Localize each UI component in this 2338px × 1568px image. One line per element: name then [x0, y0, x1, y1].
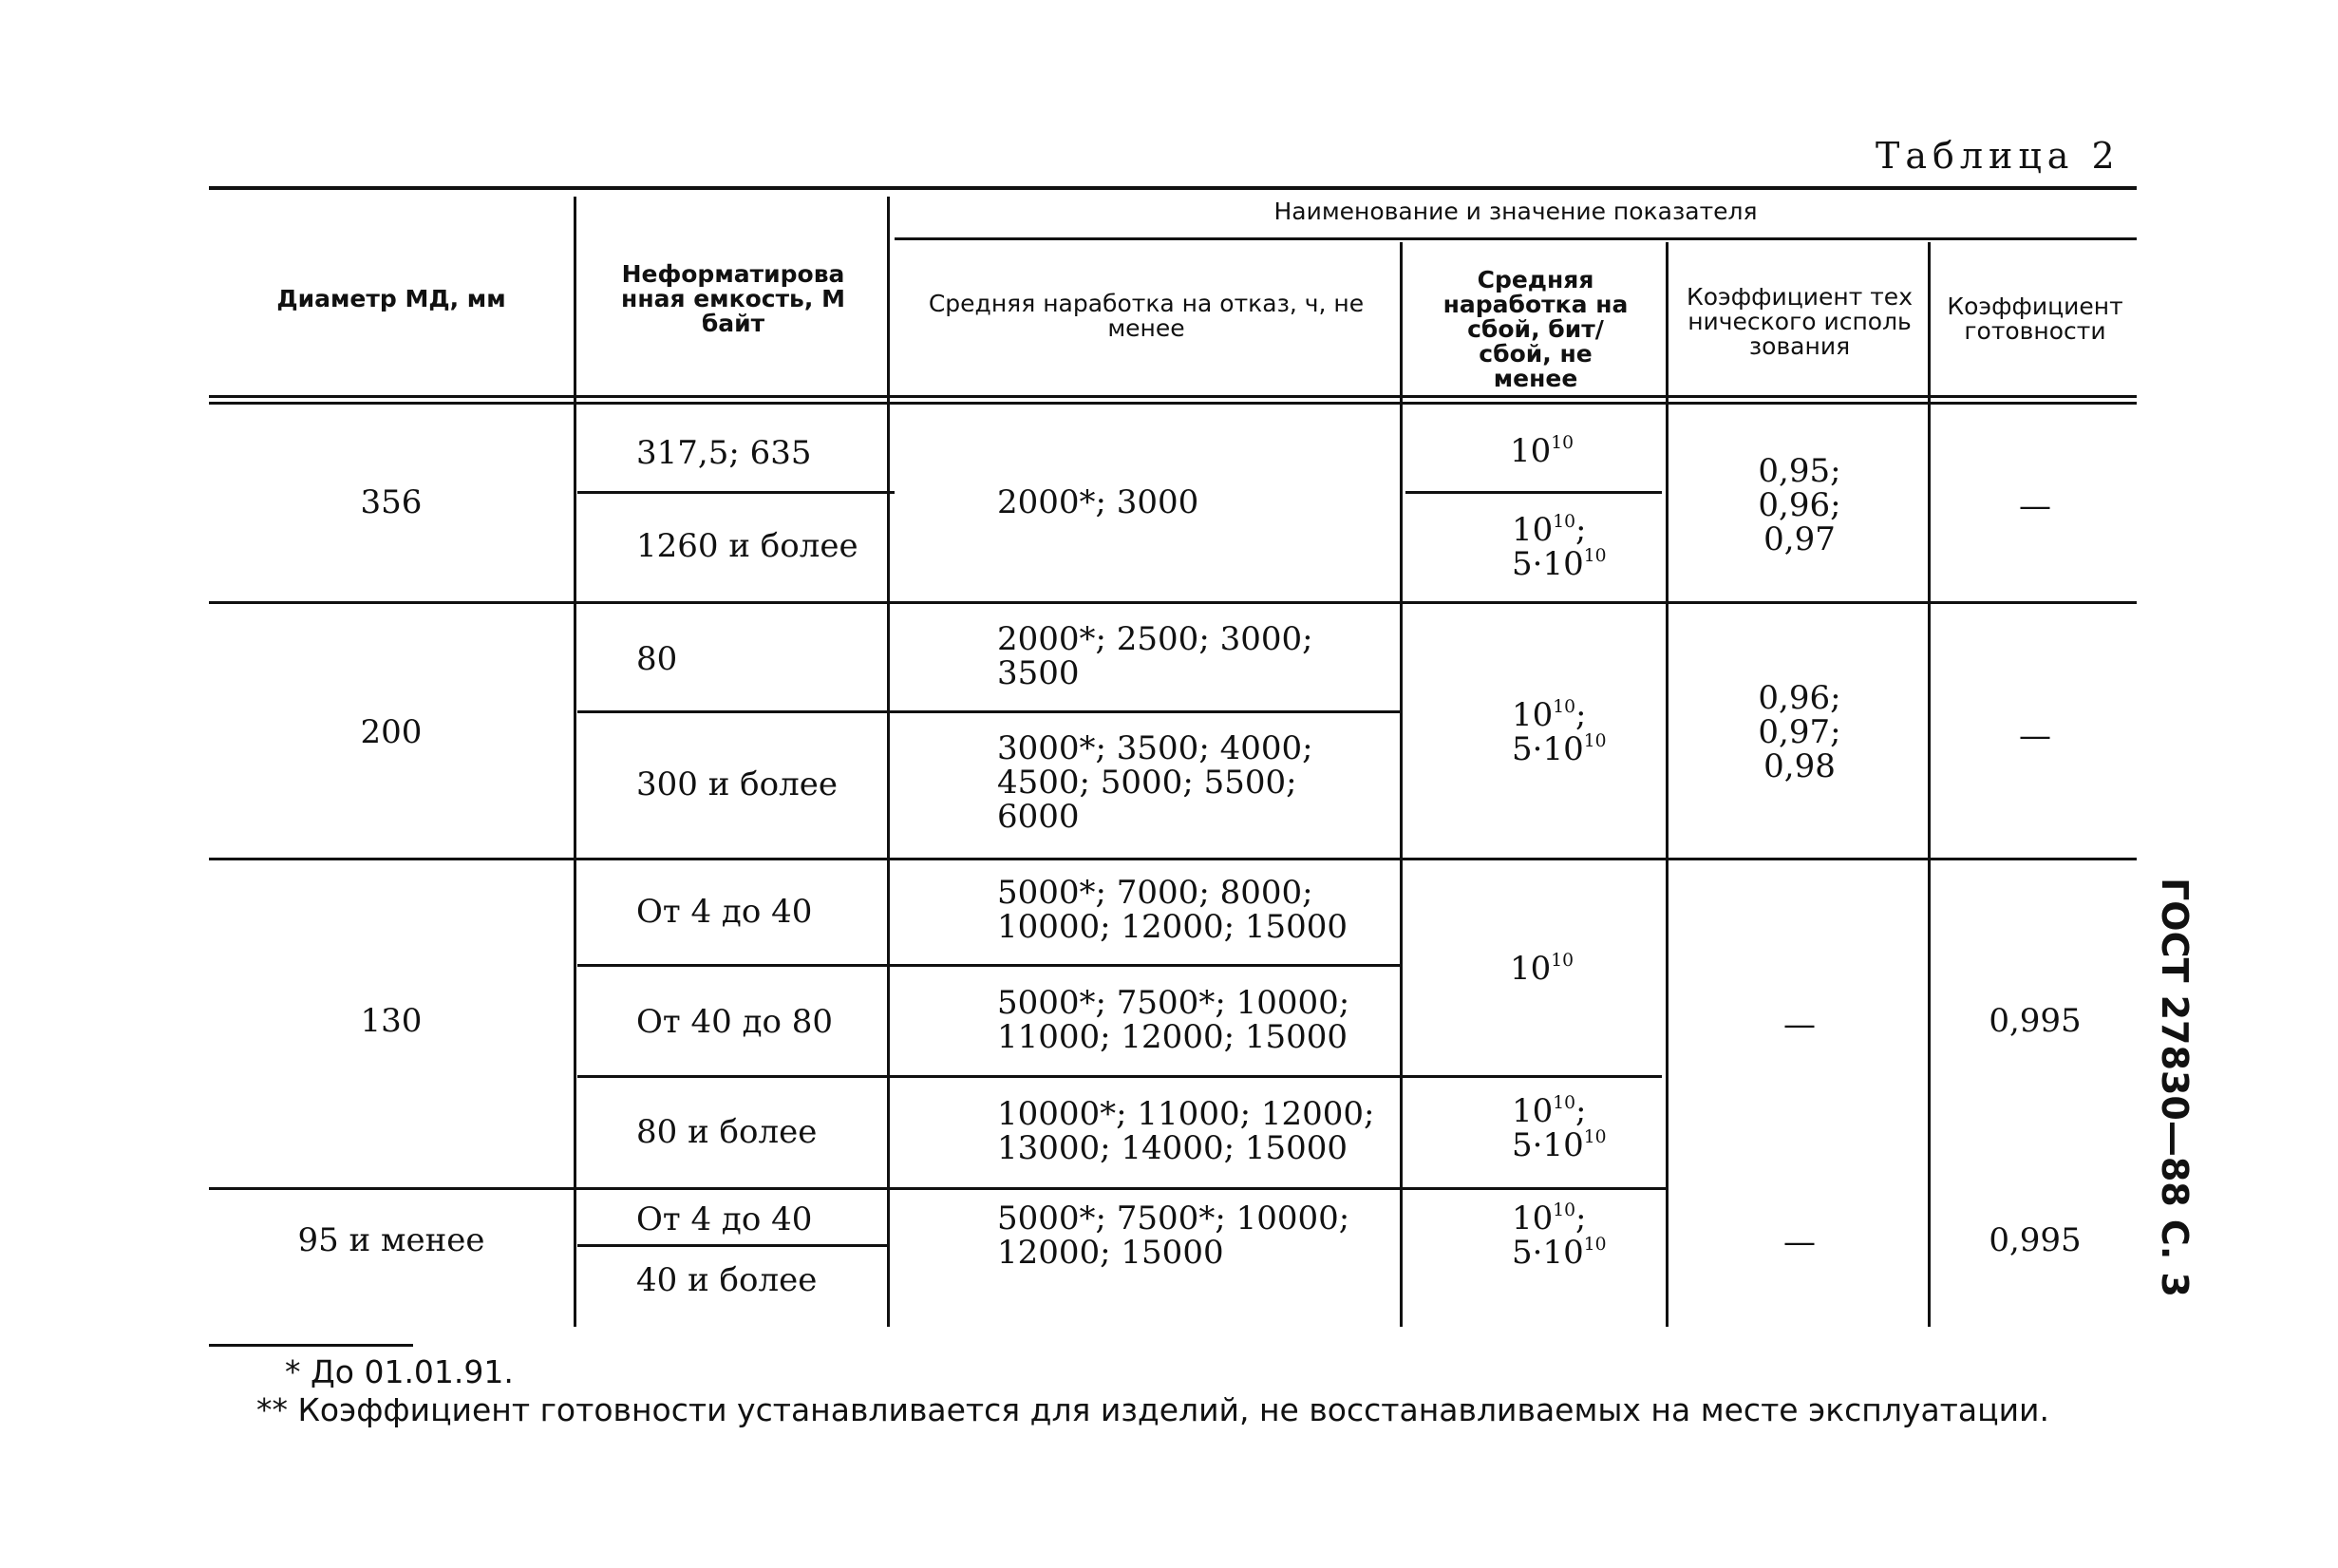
- header-utilization-text: Коэффициент технического использования: [1686, 283, 1913, 360]
- error-rate-130-2-l1: $10^{10}$;: [1512, 1092, 1587, 1130]
- vline-1: [574, 197, 576, 1327]
- exp: 10: [1551, 432, 1574, 453]
- capacity-200-2: 300 и более: [636, 765, 838, 803]
- header-availability: [1933, 294, 2137, 344]
- error-rate-200: [1512, 698, 1606, 766]
- error-rate-200-l2: [1512, 732, 1606, 766]
- capacity-130-3: 80 и более: [636, 1113, 818, 1151]
- mtbf-200-2: 3000*; 3500; 4000; 4500; 5000; 5500; 6000: [997, 729, 1313, 836]
- utilization-130: —: [1783, 1006, 1816, 1044]
- vline-3: [1400, 242, 1403, 1327]
- header-bottom-rule-1: [209, 395, 2137, 398]
- mtbf-130-3: 10000*; 11000; 12000; 13000; 14000; 15000: [997, 1095, 1375, 1167]
- divider-130-1: [577, 964, 1400, 967]
- exp: 10: [1553, 511, 1576, 532]
- footnote-1: * До 01.01.91.: [285, 1353, 514, 1390]
- row-divider-200-130: [209, 858, 2137, 860]
- error-rate-356-2-l1: $10^{10}$;: [1512, 511, 1587, 549]
- base: 10: [1512, 1200, 1554, 1237]
- diameter-200: 200: [360, 713, 423, 751]
- vline-4: [1666, 242, 1669, 1327]
- capacity-356-1: 317,5; 635: [636, 434, 812, 472]
- exp: 10: [1583, 1126, 1607, 1147]
- group-header-rule: [895, 237, 2137, 240]
- exp: 10: [1553, 1092, 1576, 1113]
- error-rate-356-2: [1512, 513, 1606, 581]
- footnote-rule: [209, 1344, 413, 1347]
- availability-356: —: [2019, 487, 2051, 525]
- capacity-95-2: 40 и более: [636, 1261, 818, 1299]
- capacity-356-2: 1260 и более: [636, 527, 858, 565]
- header-diameter: Диаметр МД, мм: [276, 285, 506, 312]
- mtbf-200-1: 2000*; 2500; 3000; 3500: [997, 620, 1313, 692]
- error-rate-130-2-l2: [1512, 1128, 1606, 1162]
- base: 5·10: [1512, 545, 1584, 583]
- utilization-356: 0,95; 0,96; 0,97: [1758, 452, 1841, 558]
- header-availability-text: Коэффициент готовности: [1947, 293, 2123, 345]
- capacity-95-1: От 4 до 40: [636, 1200, 813, 1238]
- vline-5: [1928, 242, 1931, 1327]
- availability-130: 0,995: [1989, 1002, 2082, 1040]
- divider-356-cap: [577, 491, 895, 494]
- error-rate-95: [1512, 1201, 1606, 1270]
- exp: 10: [1583, 730, 1607, 751]
- vline-2: [887, 197, 890, 1327]
- exp: 10: [1583, 1234, 1607, 1255]
- row-divider-356-200: [209, 601, 2137, 604]
- capacity-130-1: От 4 до 40: [636, 893, 813, 931]
- diameter-130: 130: [360, 1002, 423, 1040]
- footnote-2: ** Коэффициент готовности устанавливается для изделий, не восстанавливаемых на месте эксплуатации.: [256, 1391, 2049, 1428]
- mtbf-356: 2000*; 3000: [997, 483, 1199, 521]
- base: 10: [1510, 432, 1552, 470]
- divider-95-cap: [577, 1244, 887, 1247]
- base: 10: [1510, 950, 1552, 988]
- divider-130-2: [577, 1075, 1662, 1078]
- header-mtbf: [895, 292, 1398, 341]
- diameter-356: 356: [360, 483, 423, 521]
- error-rate-130-2: [1512, 1094, 1606, 1162]
- divider-356-err: [1405, 491, 1662, 494]
- exp: 10: [1553, 696, 1576, 717]
- diameter-95: 95 и менее: [297, 1221, 485, 1259]
- mtbf-130-1: 5000*; 7000; 8000; 10000; 12000; 15000: [997, 874, 1348, 946]
- utilization-200: 0,96; 0,97; 0,98: [1758, 679, 1841, 785]
- top-rule: [209, 186, 2137, 190]
- header-capacity-text: Неформатированная емкость, Мбайт: [621, 260, 845, 337]
- exp: 10: [1551, 950, 1574, 971]
- table-title: Таблица 2: [1876, 135, 2121, 177]
- capacity-200-1: 80: [636, 640, 678, 678]
- exp: 10: [1583, 545, 1607, 566]
- utilization-95: —: [1783, 1223, 1816, 1261]
- availability-200: —: [2019, 717, 2051, 755]
- mtbf-130-2: 5000*; 7500*; 10000; 11000; 12000; 15000: [997, 984, 1350, 1056]
- base: 10: [1512, 1092, 1554, 1130]
- header-bottom-rule-2: [209, 402, 2137, 405]
- row-divider-130-95: [209, 1187, 1668, 1190]
- base: 10: [1512, 511, 1554, 549]
- mtbf-95: 5000*; 7500*; 10000; 12000; 15000: [997, 1200, 1350, 1272]
- exp: 10: [1553, 1200, 1576, 1220]
- base: 5·10: [1512, 1126, 1584, 1164]
- base: 10: [1512, 696, 1554, 734]
- base: 5·10: [1512, 730, 1584, 768]
- header-group: Наименование и значение показателя: [1273, 198, 1758, 225]
- error-rate-95-l2: [1512, 1236, 1606, 1270]
- error-rate-200-l1: $10^{10}$;: [1512, 696, 1587, 734]
- page-footer: ГОСТ 27830—88 С. 3: [2154, 878, 2196, 1297]
- header-error-rate-text: Средняя наработка на сбой, бит/сбой, не менее: [1442, 266, 1629, 392]
- error-rate-95-l1: $10^{10}$;: [1512, 1200, 1587, 1237]
- divider-200-capmtbf: [577, 710, 1400, 713]
- error-rate-356-1: [1510, 434, 1574, 468]
- header-utilization: [1671, 285, 1928, 359]
- error-rate-130-1: [1510, 952, 1574, 986]
- capacity-130-2: От 40 до 80: [636, 1003, 834, 1041]
- base: 5·10: [1512, 1234, 1584, 1272]
- availability-95: 0,995: [1989, 1221, 2082, 1259]
- error-rate-356-2-l2: [1512, 547, 1606, 581]
- header-error-rate: [1405, 268, 1666, 391]
- header-mtbf-text: Средняя наработка на отказ, ч, не менее: [928, 290, 1365, 342]
- header-capacity: [581, 262, 885, 336]
